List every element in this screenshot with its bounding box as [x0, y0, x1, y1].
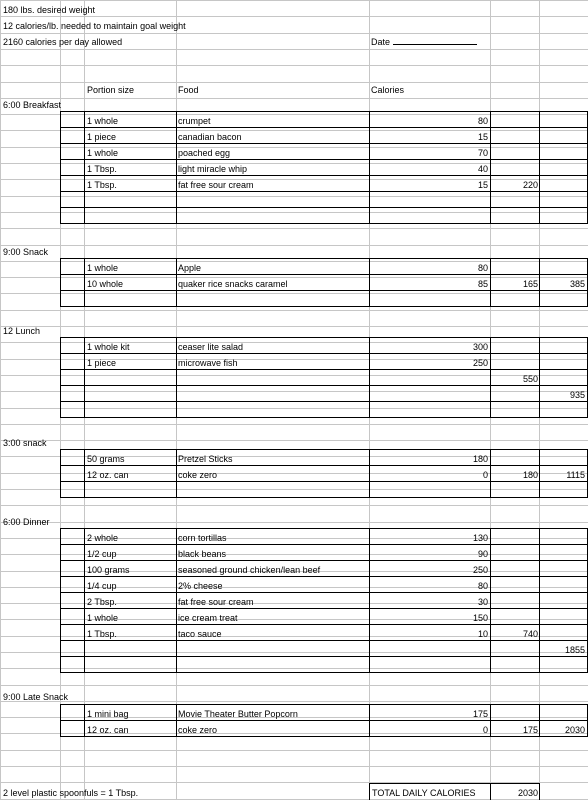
cell-portion[interactable]: 2 whole [87, 533, 119, 543]
cell-border-horizontal [60, 465, 588, 466]
cell-border-horizontal [60, 576, 588, 577]
cell-border-vertical [176, 111, 177, 224]
cell-border-vertical [369, 449, 370, 498]
cell-border-vertical [176, 704, 177, 737]
cell-calories[interactable]: 90 [477, 549, 488, 559]
cell-running-total[interactable]: 1855 [564, 645, 585, 655]
gridline-horizontal [0, 310, 588, 311]
cell-running-total[interactable]: 385 [569, 279, 585, 289]
cell-calories[interactable]: 0 [482, 470, 488, 480]
cell-food[interactable]: Pretzel Sticks [178, 454, 233, 464]
cell-border-vertical [369, 783, 370, 800]
cell-border-vertical [84, 449, 85, 498]
cell-border-horizontal [60, 497, 588, 498]
cell-border-vertical [369, 111, 370, 224]
meal-title-dinner: 6:00 Dinner [3, 517, 50, 527]
cell-portion[interactable]: 1 whole [87, 116, 119, 126]
cell-border-vertical [60, 337, 61, 418]
gridline-horizontal [0, 391, 588, 392]
cell-border-horizontal [60, 449, 588, 450]
cell-subtotal[interactable]: 220 [522, 180, 538, 190]
gridline-horizontal [0, 685, 588, 686]
gridline-horizontal [0, 212, 588, 213]
cell-food[interactable]: light miracle whip [178, 164, 248, 174]
meal-title-snack: 9:00 Snack [3, 247, 49, 257]
gridline-horizontal [0, 750, 588, 751]
cell-border-vertical [60, 258, 61, 307]
cell-running-total[interactable]: 1115 [566, 470, 585, 480]
cell-portion[interactable]: 12 oz. can [87, 725, 129, 735]
meal-title-lunch: 12 Lunch [3, 326, 41, 336]
cell-border-horizontal [60, 528, 588, 529]
cell-portion[interactable]: 1 Tbsp. [87, 164, 117, 174]
cell-food[interactable]: microwave fish [178, 358, 238, 368]
cell-portion[interactable]: 1 piece [87, 132, 117, 142]
cell-food[interactable]: crumpet [178, 116, 211, 126]
cell-border-horizontal [60, 672, 588, 673]
cell-border-horizontal [60, 656, 588, 657]
cell-portion[interactable]: 1 whole kit [87, 342, 130, 352]
calories-per-lb-text: 12 calories/lb. needed to maintain goal weight [3, 21, 186, 31]
cell-portion[interactable]: 1 whole [87, 263, 119, 273]
total-value[interactable]: 2030 [517, 788, 538, 798]
gridline-horizontal [0, 489, 588, 490]
cell-border-vertical [60, 111, 61, 224]
total-label: TOTAL DAILY CALORIES [372, 788, 476, 798]
gridline-horizontal [0, 505, 588, 506]
cell-border-vertical [539, 337, 540, 418]
gridline-vertical [0, 0, 1, 800]
cell-border-vertical [539, 111, 540, 224]
cell-calories[interactable]: 250 [472, 565, 488, 575]
gridline-vertical [369, 0, 370, 80]
cell-border-vertical [176, 258, 177, 307]
cell-border-horizontal [60, 704, 588, 705]
cell-portion[interactable]: 10 whole [87, 279, 124, 289]
gridline-horizontal [0, 766, 588, 767]
cell-border-horizontal [60, 337, 588, 338]
cell-food[interactable]: ice cream treat [178, 613, 238, 623]
cell-border-horizontal [60, 223, 588, 224]
cell-border-vertical [369, 258, 370, 307]
cell-subtotal[interactable]: 740 [522, 629, 538, 639]
cell-food[interactable]: canadian bacon [178, 132, 242, 142]
cell-portion[interactable]: 12 oz. can [87, 470, 129, 480]
cell-subtotal[interactable]: 550 [522, 374, 538, 384]
cell-running-total[interactable]: 935 [569, 390, 585, 400]
cell-border-vertical [84, 111, 85, 224]
cell-border-vertical [84, 258, 85, 307]
date-label: Date [371, 37, 391, 47]
cell-border-horizontal [369, 783, 539, 784]
meal-title-afternoon-snack: 3:00 snack [3, 438, 47, 448]
cell-border-vertical [60, 704, 61, 737]
cell-border-horizontal [60, 159, 588, 160]
cell-calories[interactable]: 80 [477, 116, 488, 126]
cell-border-horizontal [60, 258, 588, 259]
cell-border-horizontal [60, 353, 588, 354]
cell-border-vertical [176, 528, 177, 673]
cell-border-horizontal [60, 401, 588, 402]
gridline-horizontal [0, 196, 588, 197]
date-blank[interactable] [393, 34, 477, 45]
cell-border-vertical [176, 337, 177, 418]
cell-portion[interactable]: 1 whole [87, 148, 119, 158]
goal-weight-text: 180 lbs. desired weight [3, 5, 96, 15]
cell-calories[interactable]: 250 [472, 358, 488, 368]
cell-portion[interactable]: 1 mini bag [87, 709, 129, 719]
cell-calories[interactable]: 300 [472, 342, 488, 352]
cell-border-horizontal [60, 143, 588, 144]
cell-border-horizontal [60, 207, 588, 208]
gridline-horizontal [0, 668, 588, 669]
cell-running-total[interactable]: 2030 [564, 725, 585, 735]
column-header-portion: Portion size [87, 85, 135, 95]
cell-border-horizontal [60, 720, 588, 721]
cell-calories[interactable]: 130 [472, 533, 488, 543]
cell-border-horizontal [60, 111, 588, 112]
cell-food[interactable]: corn tortillas [178, 533, 227, 543]
cell-border-horizontal [60, 306, 588, 307]
cell-subtotal[interactable]: 175 [522, 725, 538, 735]
gridline-horizontal [0, 424, 588, 425]
cell-food[interactable]: quaker rice snacks caramel [178, 279, 288, 289]
cell-portion[interactable]: 1/4 cup [87, 581, 117, 591]
cell-food[interactable]: Movie Theater Butter Popcorn [178, 709, 298, 719]
gridline-horizontal [0, 408, 588, 409]
daily-allowance-text: 2160 calories per day allowed [3, 37, 123, 47]
gridline-horizontal [0, 293, 588, 294]
cell-food[interactable]: fat free sour cream [178, 597, 254, 607]
cell-food[interactable]: Apple [178, 263, 202, 273]
cell-border-horizontal [60, 417, 588, 418]
cell-food[interactable]: coke zero [178, 725, 218, 735]
cell-portion[interactable]: 1 Tbsp. [87, 629, 117, 639]
cell-border-horizontal [60, 592, 588, 593]
cell-calories[interactable]: 30 [477, 597, 488, 607]
column-header-food: Food [178, 85, 199, 95]
cell-portion[interactable]: 1 piece [87, 358, 117, 368]
gridline-horizontal [0, 326, 588, 327]
cell-border-vertical [490, 528, 491, 673]
cell-calories[interactable]: 40 [477, 164, 488, 174]
cell-border-horizontal [60, 624, 588, 625]
cell-calories[interactable]: 0 [482, 725, 488, 735]
cell-border-vertical [539, 783, 540, 800]
cell-food[interactable]: ceaser lite salad [178, 342, 244, 352]
cell-calories[interactable]: 85 [477, 279, 488, 289]
cell-border-vertical [369, 704, 370, 737]
cell-food[interactable]: coke zero [178, 470, 218, 480]
cell-calories[interactable]: 80 [477, 263, 488, 273]
cell-calories[interactable]: 10 [477, 629, 488, 639]
cell-calories[interactable]: 80 [477, 581, 488, 591]
cell-calories[interactable]: 70 [477, 148, 488, 158]
cell-food[interactable]: black beans [178, 549, 227, 559]
cell-calories[interactable]: 150 [472, 613, 488, 623]
cell-calories[interactable]: 180 [472, 454, 488, 464]
cell-border-vertical [84, 528, 85, 673]
gridline-horizontal [0, 245, 588, 246]
cell-calories[interactable]: 175 [472, 709, 488, 719]
gridline-horizontal [0, 0, 588, 1]
cell-portion[interactable]: 1 whole [87, 613, 119, 623]
cell-subtotal[interactable]: 180 [522, 470, 538, 480]
cell-portion[interactable]: 100 grams [87, 565, 130, 575]
cell-border-vertical [369, 528, 370, 673]
cell-border-vertical [490, 111, 491, 224]
gridline-horizontal [0, 522, 588, 523]
cell-food[interactable]: fat free sour cream [178, 180, 254, 190]
cell-border-vertical [60, 449, 61, 498]
date-field[interactable] [371, 34, 477, 50]
cell-border-horizontal [60, 369, 588, 370]
gridline-horizontal [0, 652, 588, 653]
cell-border-vertical [176, 449, 177, 498]
cell-calories[interactable]: 15 [477, 132, 488, 142]
spoon-note: 2 level plastic spoonfuls = 1 Tbsp. [3, 788, 139, 798]
gridline-horizontal [0, 440, 588, 441]
column-header-calories: Calories [371, 85, 405, 95]
gridline-horizontal [0, 65, 588, 66]
cell-food[interactable]: 2% cheese [178, 581, 223, 591]
cell-calories[interactable]: 15 [477, 180, 488, 190]
cell-food[interactable]: seasoned ground chicken/lean beef [178, 565, 321, 575]
cell-border-horizontal [60, 175, 588, 176]
cell-border-vertical [369, 337, 370, 418]
cell-border-vertical [84, 704, 85, 737]
gridline-horizontal [0, 228, 588, 229]
gridline-horizontal [0, 98, 588, 99]
cell-border-vertical [84, 337, 85, 418]
cell-border-horizontal [60, 274, 588, 275]
meal-title-late-snack: 9:00 Late Snack [3, 692, 69, 702]
cell-portion[interactable]: 1/2 cup [87, 549, 117, 559]
cell-border-horizontal [60, 560, 588, 561]
cell-border-horizontal [60, 544, 588, 545]
cell-portion[interactable]: 1 Tbsp. [87, 180, 117, 190]
cell-food[interactable]: taco sauce [178, 629, 222, 639]
cell-border-vertical [60, 528, 61, 673]
cell-food[interactable]: poached egg [178, 148, 231, 158]
cell-portion[interactable]: 50 grams [87, 454, 125, 464]
cell-portion[interactable]: 2 Tbsp. [87, 597, 117, 607]
meal-title-breakfast: 6:00 Breakfast [3, 100, 62, 110]
cell-border-horizontal [60, 127, 588, 128]
cell-border-horizontal [60, 608, 588, 609]
cell-subtotal[interactable]: 165 [522, 279, 538, 289]
gridline-horizontal [0, 701, 588, 702]
